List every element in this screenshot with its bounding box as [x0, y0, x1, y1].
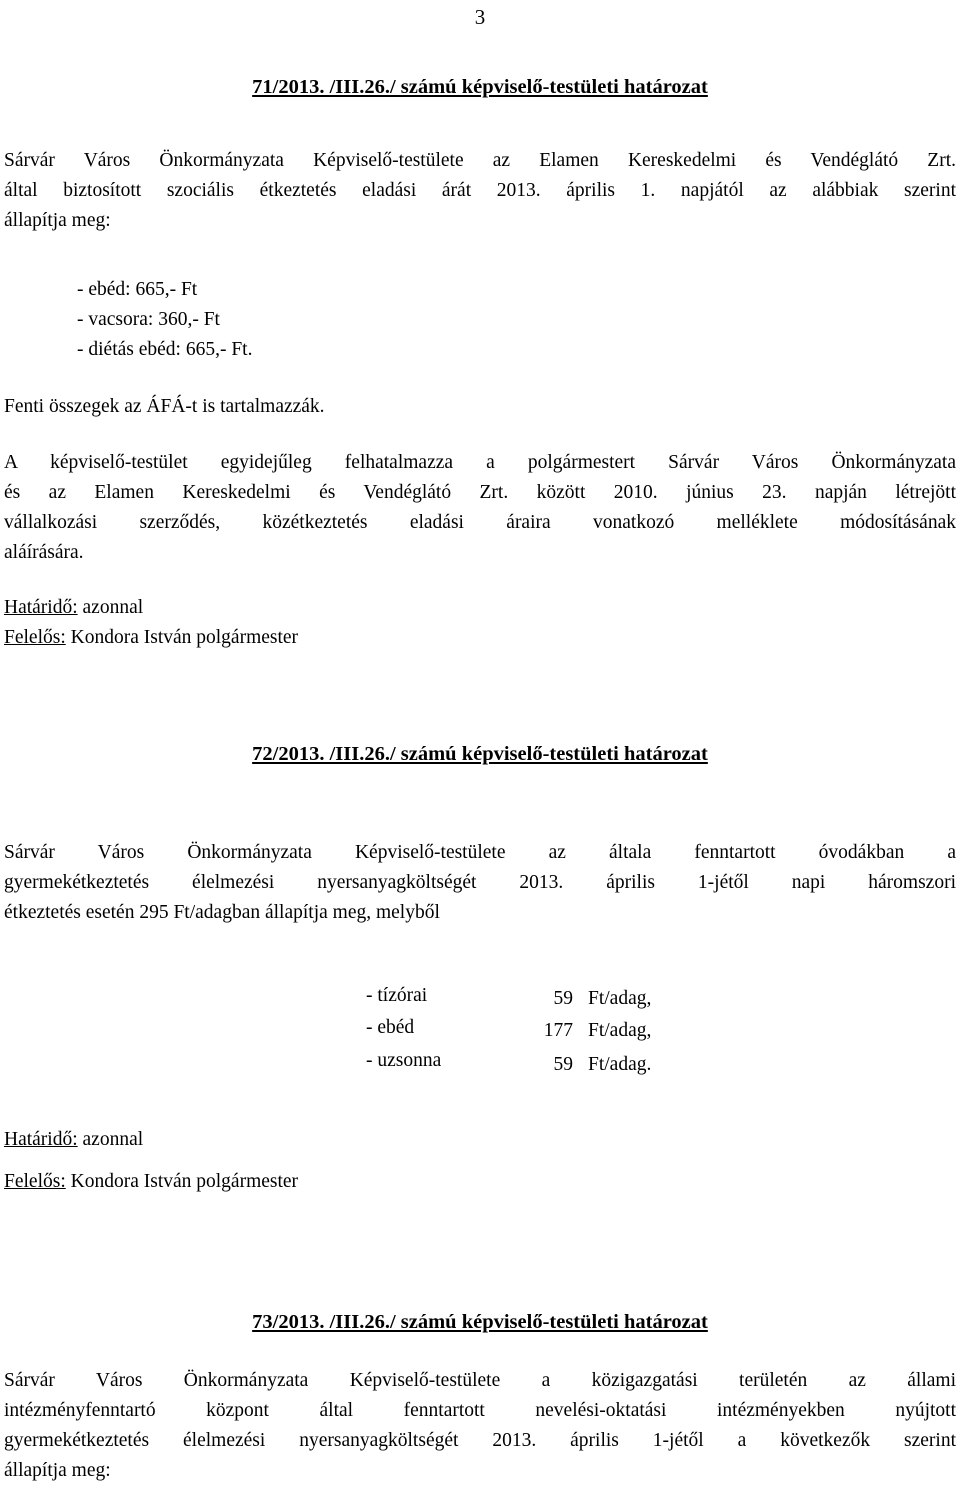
- intro-line: étkeztetés esetén 295 Ft/adagban állapítja meg, melyből: [4, 902, 440, 923]
- deadline-value: azonnal: [77, 597, 144, 618]
- authorization-line: A képviselő-testület egyidejűleg felhatalmazza a polgármestert Sárvár Város Önkormányzata: [4, 452, 956, 473]
- intro-line: által biztosított szociális étkeztetés eladási árát 2013. április 1. napjától az alábbiak szerint: [4, 180, 956, 201]
- portion-unit-snack: Ft/adag,: [588, 988, 652, 1009]
- intro-line: Sárvár Város Önkormányzata Képviselő-testülete az Elamen Kereskedelmi és Vendéglátó Zrt.: [4, 150, 956, 171]
- deadline-label: Határidő:: [4, 1129, 78, 1150]
- portion-unit-afternoon: Ft/adag.: [588, 1054, 652, 1075]
- authorization-line: vállalkozási szerződés, közétkeztetés eladási áraira vonatkozó melléklete módosításának: [4, 512, 956, 533]
- resolution-73-intro: [4, 1366, 956, 1486]
- deadline-label: Határidő:: [4, 597, 78, 618]
- portion-label-lunch: - ebéd: [366, 1017, 415, 1038]
- authorization-line: és az Elamen Kereskedelmi és Vendéglátó Zrt. között 2010. június 23. napján létrejött: [4, 482, 956, 503]
- intro-line: gyermekétkeztetés élelmezési nyersanyagköltségét 2013. április 1-jétől napi háromszori: [4, 872, 956, 893]
- authorization-line: aláírására.: [4, 542, 84, 563]
- resolution-71-responsible: [4, 623, 298, 653]
- resolution-72-heading: 72/2013. /III.26./ számú képviselő-testületi határozat: [252, 743, 708, 765]
- resolution-71-intro: [4, 146, 956, 236]
- resolution-71-deadline: [4, 593, 143, 623]
- resolution-73-heading: 73/2013. /III.26./ számú képviselő-testületi határozat: [252, 1311, 708, 1333]
- deadline-value: azonnal: [77, 1129, 144, 1150]
- portion-qty-snack: 59: [553, 988, 573, 1009]
- intro-line: állapítja meg:: [4, 210, 111, 231]
- intro-line: Sárvár Város Önkormányzata Képviselő-testülete az általa fenntartott óvodákban a: [4, 842, 956, 863]
- portion-qty-lunch: 177: [543, 1020, 573, 1041]
- resolution-72-intro: [4, 838, 956, 928]
- intro-line: állapítja meg:: [4, 1460, 111, 1481]
- price-item-lunch: - ebéd: 665,- Ft: [77, 279, 198, 300]
- resolution-72-responsible: [4, 1167, 298, 1197]
- intro-line: intézményfenntartó központ által fenntartott nevelési-oktatási intézményekben nyújtott: [4, 1400, 956, 1421]
- intro-line: Sárvár Város Önkormányzata Képviselő-testülete a közigazgatási területén az állami: [4, 1370, 956, 1391]
- portion-label-afternoon: - uzsonna: [366, 1050, 442, 1071]
- resolution-71-authorization: [4, 448, 956, 568]
- portion-unit-lunch: Ft/adag,: [588, 1020, 652, 1041]
- vat-note: Fenti összegek az ÁFÁ-t is tartalmazzák.: [4, 396, 325, 417]
- price-item-diet-lunch: - diétás ebéd: 665,- Ft.: [77, 339, 253, 360]
- responsible-value: Kondora István polgármester: [65, 1171, 299, 1192]
- portion-qty-afternoon: 59: [553, 1054, 573, 1075]
- price-item-dinner: - vacsora: 360,- Ft: [77, 309, 220, 330]
- responsible-label: Felelős:: [4, 627, 66, 648]
- resolution-72-deadline: [4, 1125, 143, 1155]
- intro-line: gyermekétkeztetés élelmezési nyersanyagköltségét 2013. április 1-jétől a következők szerint: [4, 1430, 956, 1451]
- resolution-71-heading: 71/2013. /III.26./ számú képviselő-testületi határozat: [252, 76, 708, 98]
- responsible-value: Kondora István polgármester: [65, 627, 299, 648]
- portion-label-snack: - tízórai: [366, 985, 428, 1006]
- page-number: 3: [474, 5, 486, 29]
- responsible-label: Felelős:: [4, 1171, 66, 1192]
